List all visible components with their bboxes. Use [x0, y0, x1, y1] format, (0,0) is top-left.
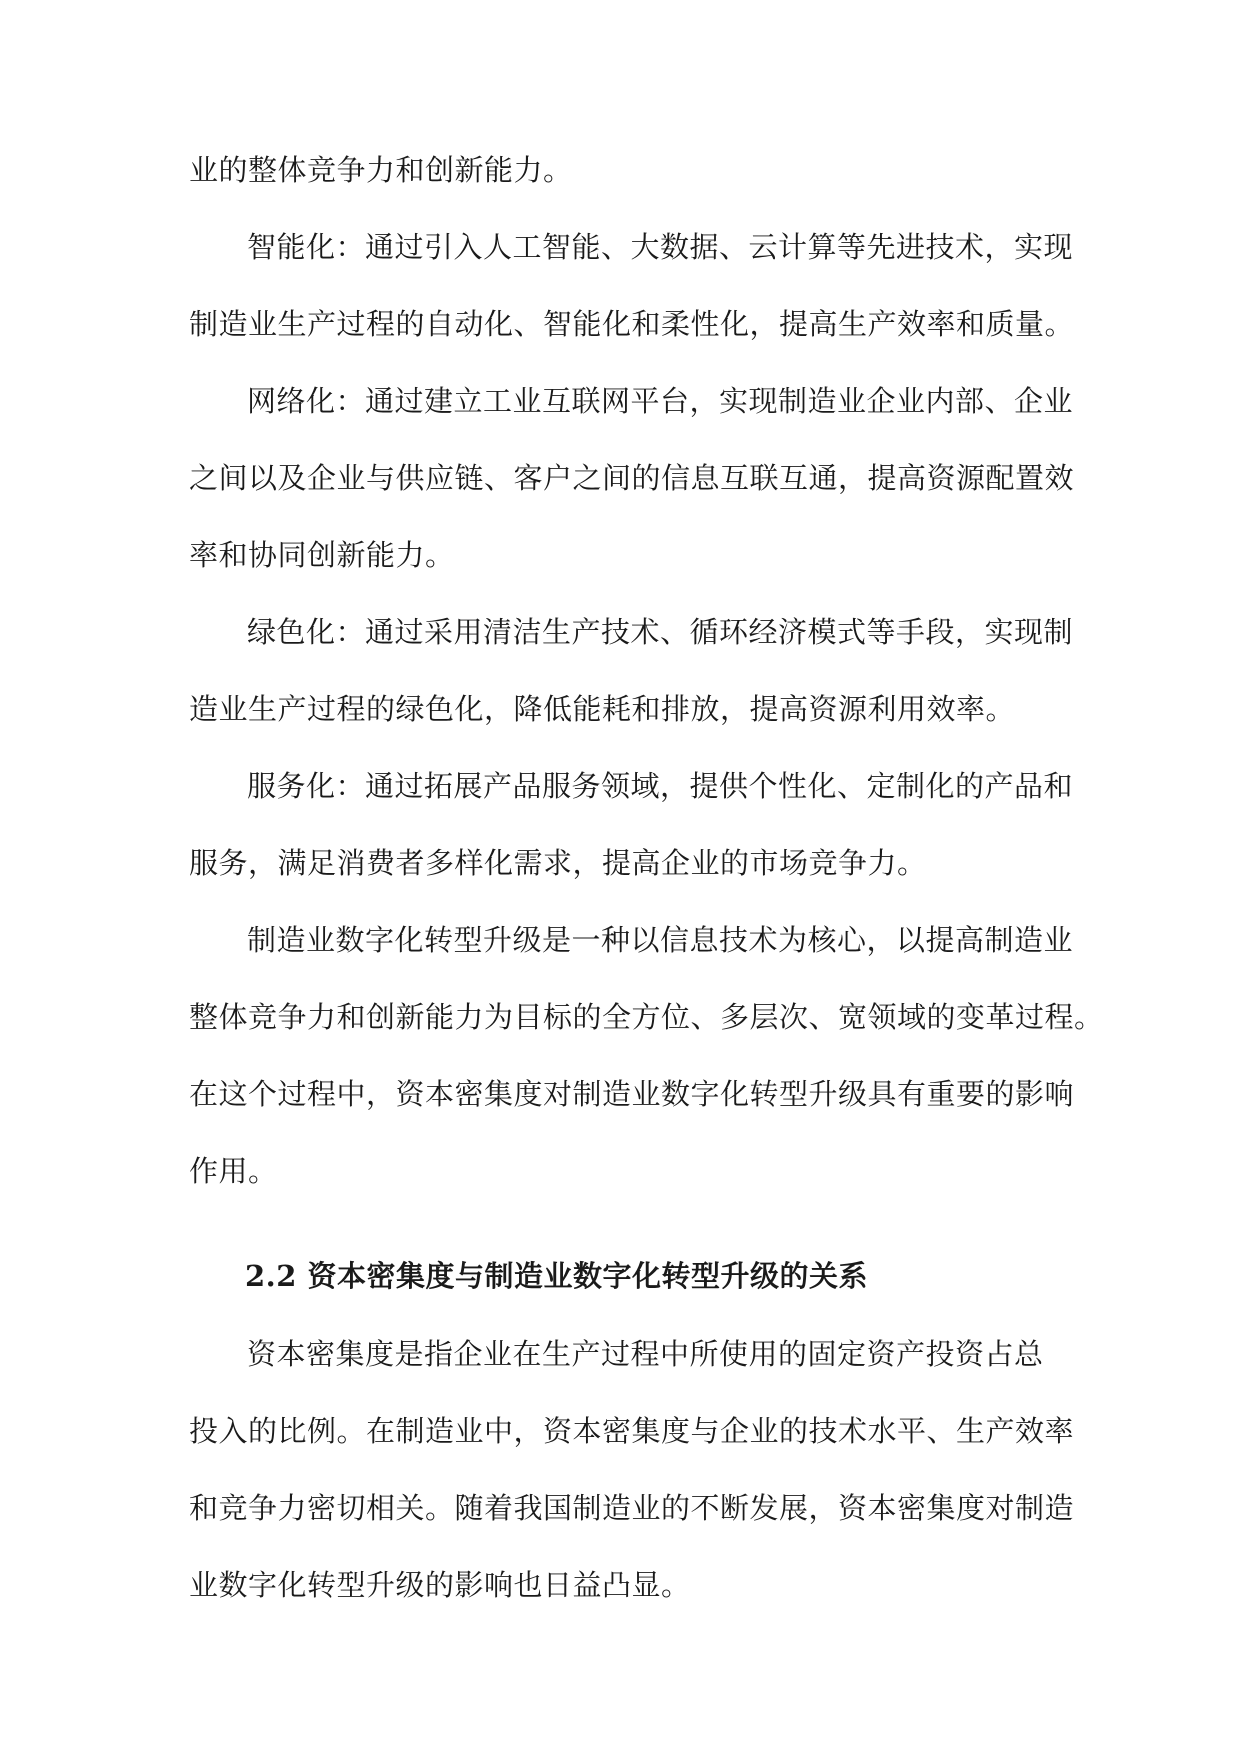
- paragraph-line: 之间以及企业与供应链、客户之间的信息互联互通，提高资源配置效: [189, 461, 1075, 495]
- paragraph-line: 和竞争力密切相关。随着我国制造业的不断发展，资本密集度对制造: [189, 1491, 1075, 1525]
- paragraph-line: 作用。: [189, 1154, 278, 1188]
- paragraph-line: 整体竞争力和创新能力为目标的全方位、多层次、宽领域的变革过程。: [189, 1000, 1104, 1034]
- paragraph-line: 服务，满足消费者多样化需求，提高企业的市场竞争力。: [189, 846, 927, 880]
- paragraph-line: 服务化：通过拓展产品服务领域，提供个性化、定制化的产品和: [247, 769, 1074, 803]
- paragraph-line: 制造业数字化转型升级是一种以信息技术为核心，以提高制造业: [247, 923, 1074, 957]
- paragraph-line: 制造业生产过程的自动化、智能化和柔性化，提高生产效率和质量。: [189, 307, 1075, 341]
- paragraph-line: 在这个过程中，资本密集度对制造业数字化转型升级具有重要的影响: [189, 1077, 1075, 1111]
- paragraph-line: 业的整体竞争力和创新能力。: [189, 153, 573, 187]
- paragraph-line: 造业生产过程的绿色化，降低能耗和排放，提高资源利用效率。: [189, 692, 1016, 726]
- paragraph-line: 率和协同创新能力。: [189, 538, 455, 572]
- paragraph-line: 网络化：通过建立工业互联网平台，实现制造业企业内部、企业: [247, 384, 1074, 418]
- section-heading: 2.2 资本密集度与制造业数字化转型升级的关系: [245, 1259, 869, 1293]
- paragraph-line: 绿色化：通过采用清洁生产技术、循环经济模式等手段，实现制: [247, 615, 1074, 649]
- paragraph-line: 投入的比例。在制造业中，资本密集度与企业的技术水平、生产效率: [189, 1414, 1075, 1448]
- paragraph-line: 智能化：通过引入人工智能、大数据、云计算等先进技术，实现: [247, 230, 1074, 264]
- paragraph-line: 资本密集度是指企业在生产过程中所使用的固定资产投资占总: [247, 1337, 1044, 1371]
- paragraph-line: 业数字化转型升级的影响也日益凸显。: [189, 1568, 691, 1602]
